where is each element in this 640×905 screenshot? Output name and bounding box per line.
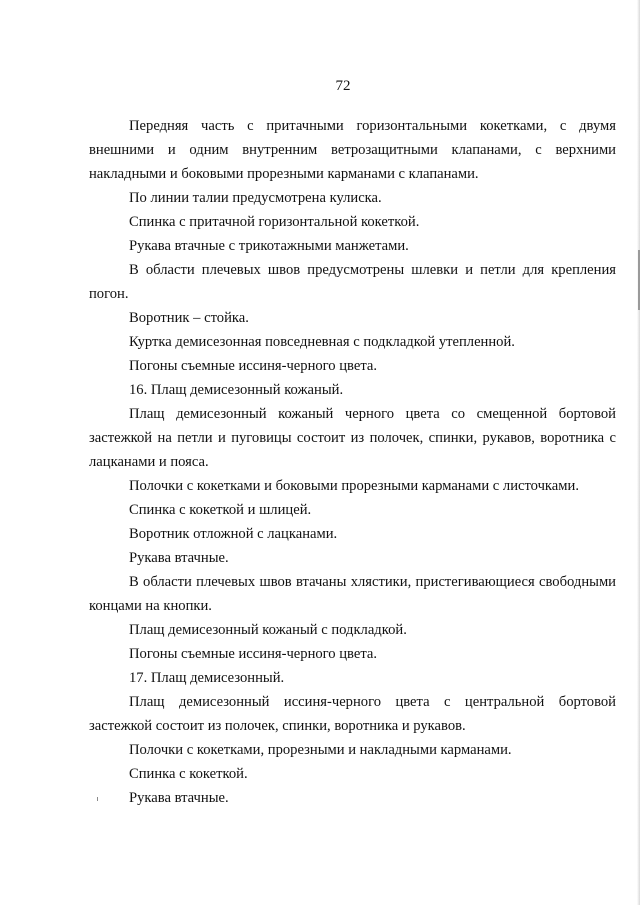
paragraph: Воротник отложной с лацканами. [129,526,338,542]
paragraph: Полочки с кокетками, прорезными и накладными карманами. [129,742,512,758]
paragraph: По линии талии предусмотрена кулиска. [129,190,382,206]
paragraph: Погоны съемные иссиня-черного цвета. [129,646,378,662]
paragraph: Рукава втачные. [129,550,229,566]
paragraph: Воротник – стойка. [129,310,249,326]
paragraph: Погоны съемные иссиня-черного цвета. [129,358,378,374]
paragraph: Спинка с кокеткой и шлицей. [129,502,312,518]
section-heading: 17. Плащ демисезонный. [129,670,285,686]
paragraph: Куртка демисезонная повседневная с подкладкой утепленной. [129,334,515,350]
paragraph: Рукава втачные с трикотажными манжетами. [129,238,409,254]
paragraph: Спинка с кокеткой. [129,766,248,782]
document-body [89,114,616,810]
page-number: 72 [335,78,351,94]
section-heading: 16. Плащ демисезонный кожаный. [129,382,344,398]
paragraph: В области плечевых швов втачаны хлястики, пристегивающиеся свободными концами на кнопки. [89,574,616,614]
paragraph: Передняя часть с притачными горизонтальными кокетками, с двумя внешними и одним внутренним ветрозащитными клапанами, с верхними накладными и боковыми прорезными карманами с клапанами. [89,118,616,182]
paragraph: Плащ демисезонный кожаный с подкладкой. [129,622,407,638]
paragraph: Спинка с притачной горизонтальной кокеткой. [129,214,420,230]
scan-speck [97,797,98,801]
paragraph: Плащ демисезонный кожаный черного цвета со смещенной бортовой застежкой на петли и пуговицы состоит из полочек, спинки, рукавов, воротника с лацканами и пояса. [89,406,616,470]
paragraph: Рукава втачные. [129,790,229,806]
paragraph: Плащ демисезонный иссиня-черного цвета с центральной бортовой застежкой состоит из полочек, спинки, воротника и рукавов. [89,694,616,734]
paragraph: В области плечевых швов предусмотрены шлевки и петли для крепления погон. [89,262,616,302]
paragraph: Полочки с кокетками и боковыми прорезными карманами с листочками. [129,478,579,494]
